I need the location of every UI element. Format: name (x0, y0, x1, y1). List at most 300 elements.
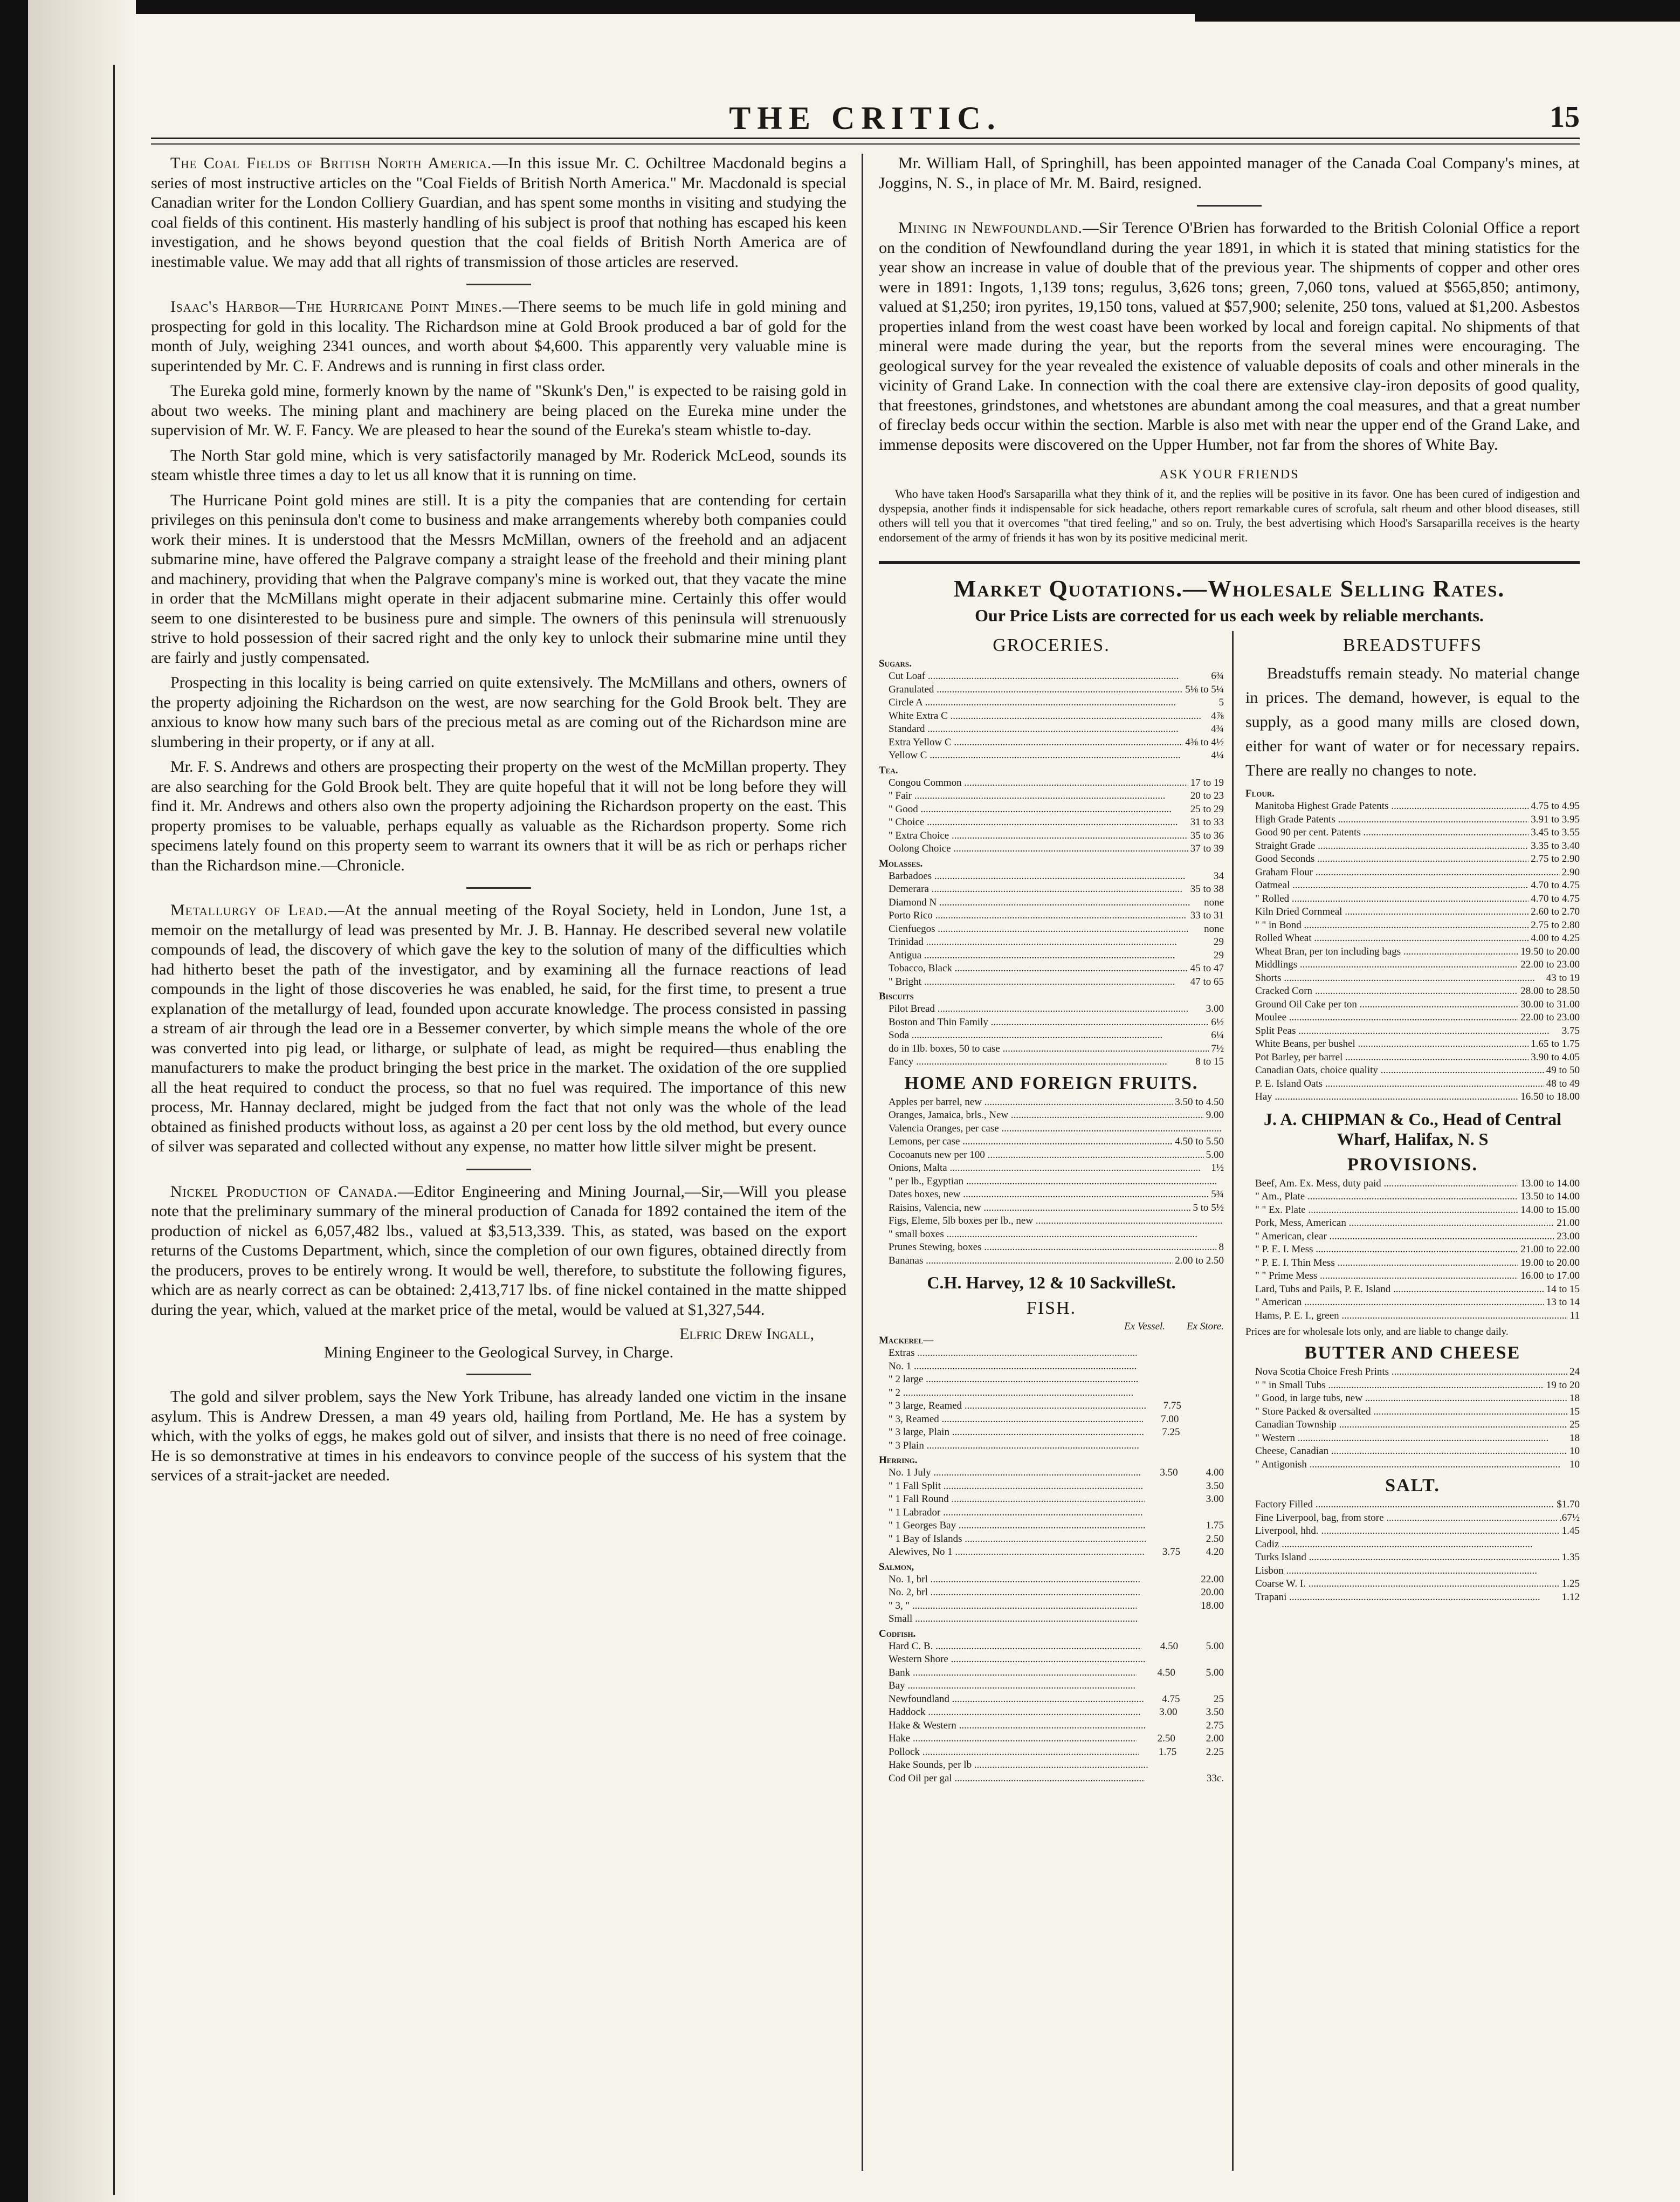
price-row (879, 696, 1224, 710)
price-item-value: 3.75 (1561, 1025, 1580, 1037)
price-row (879, 736, 1224, 750)
market-heading: Market Quotations.—Wholesale Selling Rates. (953, 575, 1505, 602)
article-text: —There seems to be much life in gold mining and prospecting for gold in this locality. The Richardson mine at Gold Brook produced a bar of gold for the month of July, weighing 2341 ounces, and worth about $4,600. This apparently very valuable mine is superintended by Mr. C. F. Andrews and is running in first class order. (151, 298, 846, 375)
fish-ex-vessel (1138, 1347, 1176, 1360)
price-row (1245, 1230, 1580, 1244)
fish-ex-store (1177, 1439, 1224, 1453)
price-item-name: Canadian Oats, choice quality ..... (1245, 1064, 1544, 1078)
price-row (879, 1016, 1224, 1030)
price-row (1245, 1078, 1580, 1091)
scan-top-band (0, 0, 1680, 43)
price-row (1245, 919, 1580, 932)
butter-title: BUTTER AND CHEESE (1304, 1343, 1521, 1363)
fish-item-name: " 3 Plain ..... (879, 1439, 1140, 1453)
price-item-value: 8 to 15 (1195, 1056, 1224, 1067)
price-item-value: 3.45 to 3.55 (1531, 827, 1580, 838)
price-item-value: 29 (1214, 949, 1224, 961)
price-row (1245, 1538, 1580, 1552)
price-row (1245, 853, 1580, 866)
article-text: —In this issue Mr. C. Ochiltree Macdonald begins a series of most instructive articles on the "Coal Fields of British North America." Mr. Macdonald is special Canadian writer for the London Colliery Guardian, and has spent some months in visiting and studying the coal fields of this continent. His masterly handling of his subject is proof that nothing has escaped his keen investigation, and he shows beyond question that the coal fields of British North America are of inestimable value. We may add that all rights of transmission of those articles are reserved. (151, 154, 846, 271)
fish-item-name: " 1 Fall Split ..... (879, 1480, 1143, 1493)
fish-ex-vessel: 4.75 (1162, 1693, 1180, 1705)
price-row (879, 683, 1224, 697)
price-item-value: 43 to 19 (1546, 972, 1580, 984)
price-row (879, 1055, 1224, 1069)
price-row (879, 1162, 1224, 1175)
fish-ex-store (1174, 1387, 1224, 1400)
price-row (879, 749, 1224, 763)
fish-ex-store: 4.00 (1206, 1467, 1224, 1478)
price-row (879, 1109, 1224, 1122)
price-item-value: 5.00 (1206, 1149, 1224, 1161)
article-paragraph: Mr. F. S. Andrews and others are prospecting their property on the west of the McMillan property. They are also searching for the Gold Brook belt. They are quite hopeful that it will not be long before they will find it. Mr. Andrews and others also own the property adjoining the Richardson property on the east. This property promises to be valuable, perhaps equally as valuable as the Richardson property. Some rich specimens lately found on this property seem to warrant its owners that it will be as rich or perhaps richer than the Richardson mine.—Chronicle. (151, 758, 846, 874)
fish-item-name: " 1 Labrador ..... (879, 1506, 1143, 1520)
price-item-value: 21.00 (1557, 1217, 1580, 1229)
price-item-name: " Rolled ..... (1245, 893, 1528, 906)
price-item-name: Congou Common ..... (879, 777, 1188, 790)
fish-ex-vessel: 4.50 (1160, 1640, 1179, 1652)
fish-row (879, 1573, 1224, 1587)
price-item-name: Pilot Bread ..... (879, 1003, 1204, 1016)
fish-row (879, 1480, 1224, 1493)
fish-row (879, 1413, 1224, 1426)
category-label: Mackerel— (879, 1335, 934, 1346)
price-row (1245, 1512, 1580, 1525)
fish-item-name: Bay ..... (879, 1679, 1135, 1693)
price-item-name: Kiln Dried Cornmeal ..... (1245, 906, 1528, 919)
price-item-value: 1½ (1211, 1162, 1224, 1174)
price-item-name: Hams, P. E. I., green ..... (1245, 1309, 1568, 1323)
fish-ex-vessel (1137, 1600, 1175, 1613)
fish-ex-store (1180, 1653, 1224, 1666)
article-hall: Mr. William Hall, of Springhill, has been appointed manager of the Canada Coal Company's mines, at Joggins, N. S., in place of Mr. M. Baird, resigned. (879, 154, 1580, 192)
price-row (1245, 813, 1580, 827)
price-row (879, 896, 1224, 910)
price-item-name: Split Peas ..... (1245, 1025, 1560, 1038)
article-nickel (151, 1182, 846, 1320)
price-item-value: 34 (1214, 870, 1224, 882)
fruits-dealer: C.H. Harvey, 12 & 10 SackvilleSt. (927, 1273, 1176, 1292)
separator (466, 887, 531, 889)
price-item-value: 8 (1218, 1241, 1224, 1253)
price-item-value: 6½ (1211, 1016, 1224, 1028)
price-row (1245, 906, 1580, 919)
price-item-name: Diamond N ..... (879, 896, 1202, 910)
price-item-value: 4.75 to 4.95 (1531, 800, 1580, 812)
price-item-name: Turks Island ..... (1245, 1551, 1560, 1565)
price-item-value: 16.50 to 18.00 (1520, 1091, 1580, 1102)
price-item-value: 35 to 36 (1190, 829, 1224, 841)
price-row (1245, 1038, 1580, 1051)
fish-row (879, 1400, 1224, 1413)
fish-item-name: " 2 ..... (879, 1387, 1134, 1400)
column-rule (862, 154, 863, 2171)
price-item-name: Manitoba Highest Grade Patents ..... (1245, 800, 1528, 813)
fish-row (879, 1439, 1224, 1453)
price-item-name: Onions, Malta ..... (879, 1162, 1209, 1175)
fish-row (879, 1600, 1224, 1613)
price-row (879, 923, 1224, 936)
price-row (1245, 1458, 1580, 1472)
price-item-value: 5 to 5½ (1193, 1202, 1224, 1213)
market-right (1245, 631, 1580, 1604)
price-row (879, 1254, 1224, 1268)
fish-item-name: " 1 Georges Bay ..... (879, 1519, 1146, 1533)
fish-item-name: Haddock ..... (879, 1706, 1140, 1719)
price-item-name: Liverpool, hhd. ..... (1245, 1525, 1560, 1538)
price-item-name: Cracked Corn ..... (1245, 985, 1518, 998)
fish-ex-store: 5.00 (1206, 1666, 1224, 1678)
price-item-name: Raisins, Valencia, new ..... (879, 1202, 1190, 1215)
left-column (151, 154, 846, 2171)
fish-item-name: " 3, " ..... (879, 1600, 1137, 1613)
fish-row (879, 1546, 1224, 1559)
price-item-value: 4.50 to 5.50 (1175, 1136, 1224, 1147)
fish-ex-vessel (1135, 1679, 1175, 1693)
price-item-name: Oolong Choice ..... (879, 842, 1188, 856)
price-item-value: 3.50 to 4.50 (1175, 1096, 1224, 1108)
fish-item-name: No. 1 July ..... (879, 1466, 1141, 1480)
price-row (879, 962, 1224, 976)
price-item-name: Porto Rico ..... (879, 909, 1188, 923)
fish-row (879, 1613, 1224, 1626)
price-item-name: " " in Bond ..... (1245, 919, 1528, 932)
fish-ex-store: 20.00 (1201, 1587, 1224, 1598)
price-item-name: Pot Barley, per barrel ..... (1245, 1051, 1528, 1065)
price-item-name: Cienfuegos ..... (879, 923, 1202, 936)
fish-ex-vessel: 1.75 (1158, 1746, 1177, 1758)
fruits-title: HOME AND FOREIGN FRUITS. (904, 1073, 1199, 1093)
price-item-value: 5 (1218, 697, 1224, 708)
price-item-name: Standard ..... (879, 723, 1209, 736)
price-row (879, 790, 1224, 803)
price-row (879, 949, 1224, 963)
fish-row (879, 1586, 1224, 1600)
price-item-value: 2.00 to 2.50 (1175, 1254, 1224, 1266)
category-label: Tea. (879, 764, 898, 776)
category-label: Salmon, (879, 1561, 914, 1573)
fish-ex-vessel: 4.50 (1157, 1666, 1175, 1678)
page-number: 15 (1550, 100, 1580, 134)
butter-list (1245, 1366, 1580, 1471)
separator (1197, 205, 1262, 207)
fish-ex-store: 5.00 (1206, 1640, 1224, 1652)
article-text: —Sir Terence O'Brien has forwarded to the British Colonial Office a report on the condition of Newfoundland during the year 1891, in which it is stated that mining statistics for the year show an increase in value of double that of the previous year. The shipments of copper and other ores were in 1891: Ingots, 1,139 tons; regulus, 3,626 tons; green, 7,060 tons, valued at $565,850; antimony, valued at $1,250; iron pyrites, 19,150 tons, valued at $57,900; selenite, 250 tons, valued at $1,200. Asbestos properties inland from the west coast have been worked by local and foreign capital. No shipments of that mineral were made during the year, but the reports from the several mines were encouraging. The geological survey for the year revealed the existence of valuable deposits of coals and other minerals in the vicinity of Grand Lake. In connection with the coal there are extensive clay-iron deposits of good quality, that freestones, grindstones, and whetstones are abundant among the coal measures, and that a great number of fireclay beds occur within the section. Marble is also met with near the upper end of the Grand Lake, and immense deposits were discovered on the Upper Humber, not far from the shores of White Bay. (879, 219, 1580, 454)
price-item-value: 10 (1569, 1458, 1580, 1470)
price-item-value: 16.00 to 17.00 (1520, 1270, 1580, 1281)
price-row (1245, 1551, 1580, 1565)
price-item-name: Fancy ..... (879, 1055, 1193, 1069)
price-item-value: 13.50 to 14.00 (1520, 1191, 1580, 1202)
fish-row (879, 1746, 1224, 1759)
fish-row (879, 1706, 1224, 1719)
price-item-name: " Western ..... (1245, 1432, 1567, 1445)
fish-ex-store (1176, 1347, 1224, 1360)
fish-row (879, 1679, 1224, 1693)
market-left (879, 631, 1224, 1785)
price-item-value: 21.00 to 22.00 (1520, 1244, 1580, 1255)
fish-ex-vessel: 3.00 (1159, 1706, 1178, 1718)
fish-ex-vessel (1145, 1653, 1180, 1666)
fish-item-name: Pollock ..... (879, 1746, 1139, 1759)
fish-item-name: Small ..... (879, 1613, 1137, 1626)
fish-ex-store: 3.00 (1206, 1493, 1224, 1505)
price-item-name: " P. E. I. Thin Mess ..... (1245, 1257, 1518, 1270)
price-item-name: do in 1lb. boxes, 50 to case ..... (879, 1042, 1209, 1056)
price-item-name: " American, clear ..... (1245, 1230, 1554, 1244)
fish-item-name: Hake & Western ..... (879, 1719, 1146, 1733)
fish-ex-store: 18.00 (1201, 1600, 1224, 1611)
price-row (1245, 1379, 1580, 1392)
category-label: Codfish. (879, 1628, 916, 1640)
fish-item-name: No. 1 ..... (879, 1360, 1137, 1374)
price-item-value: 4.00 to 4.25 (1531, 932, 1580, 944)
fish-ex-vessel (1145, 1772, 1180, 1786)
price-item-value: 6¾ (1211, 670, 1224, 682)
fish-ex-store (1177, 1373, 1224, 1387)
price-item-name: White Beans, per bushel ..... (1245, 1038, 1528, 1051)
price-item-name: White Extra C ..... (879, 710, 1209, 723)
fish-ex-vessel: 7.75 (1163, 1400, 1181, 1411)
breadstuffs-dealer: J. A. CHIPMAN & Co., Head of Central Wharf, Halifax, N. S (1264, 1109, 1561, 1149)
price-item-value: 4.70 to 4.75 (1531, 880, 1580, 891)
price-item-value: 4⅜ to 4½ (1185, 736, 1224, 748)
price-item-name: " Antigonish ..... (1245, 1458, 1567, 1472)
provisions-list (1245, 1177, 1580, 1323)
fish-item-name: " 2 large ..... (879, 1373, 1139, 1387)
price-row (879, 1096, 1224, 1109)
signature-name: Elfric Drew Ingall, (679, 1325, 814, 1343)
price-row (879, 1215, 1224, 1228)
price-item-name: " Extra Choice ..... (879, 829, 1188, 843)
price-item-name: " Good, in large tubs, new ..... (1245, 1392, 1567, 1405)
article-lead: Isaac's Harbor—The Hurricane Point Mines. (170, 298, 503, 315)
price-item-value: 2.75 to 2.80 (1531, 919, 1580, 931)
signature-title: Mining Engineer to the Geological Survey, in Charge. (323, 1343, 674, 1361)
price-item-name: Coarse W. I. ..... (1245, 1577, 1560, 1591)
price-item-name: Middlings ..... (1245, 958, 1518, 972)
article-metallurgy-lead (151, 901, 846, 1157)
price-row (879, 1003, 1224, 1016)
price-item-value: 31 to 33 (1190, 817, 1224, 828)
fish-row (879, 1533, 1224, 1546)
biscuits-list (879, 1003, 1224, 1069)
fish-ex-store: 4.20 (1206, 1546, 1224, 1558)
fish-ex-vessel (1146, 1719, 1181, 1733)
fish-row (879, 1640, 1224, 1654)
article-lead: Nickel Production of Canada. (170, 1182, 398, 1201)
fish-title: FISH. (1026, 1298, 1077, 1318)
price-row (879, 976, 1224, 989)
price-item-value: 3.90 to 4.05 (1531, 1051, 1580, 1063)
salt-title: SALT. (1385, 1476, 1440, 1496)
fish-ex-vessel (1143, 1480, 1179, 1493)
price-item-name: Tobacco, Black ..... (879, 962, 1188, 976)
article-text: —Editor Engineering and Mining Journal,—Sir,—Will you please note that the preliminary summary of the mineral production of Canada for 1892 contained the item of the production of nickel as 6,057,482 lbs., valued at $3,513,339. This, as stated, was based on the export returns of the Customs Department, which, since the completion of our own figures, obtained directly from the producers, proves to be entirely wrong. It would be well, therefore, to substitute the following figures, which are as nearly correct as can be obtained: 2,413,717 lbs. of fine nickel contained in the matte shipped during the year, which, valued at the market price of the metal, would be valued at $1,327,544. (151, 1182, 846, 1319)
price-item-value: 2.90 (1561, 866, 1580, 878)
fish-item-name: No. 2, brl ..... (879, 1586, 1140, 1600)
price-item-value: 13.00 to 14.00 (1520, 1177, 1580, 1189)
fish-ex-vessel: 3.75 (1162, 1546, 1181, 1558)
price-item-value: 25 to 29 (1190, 803, 1224, 815)
price-item-value: 35 to 38 (1190, 883, 1224, 895)
price-item-value: 24 (1569, 1366, 1580, 1377)
price-row (1245, 945, 1580, 959)
market-rule (879, 561, 1580, 564)
price-item-name: Hay ..... (1245, 1090, 1518, 1104)
price-item-value: .67½ (1559, 1512, 1580, 1524)
groceries-title: GROCERIES. (993, 635, 1110, 655)
fish-row (879, 1466, 1224, 1480)
price-item-value: 2.75 to 2.90 (1531, 853, 1580, 865)
fish-item-name: " 1 Bay of Islands ..... (879, 1533, 1147, 1546)
price-item-name: " Fair ..... (879, 790, 1188, 803)
price-item-value: 2.60 to 2.70 (1531, 906, 1580, 917)
price-row (1245, 1257, 1580, 1270)
price-row (879, 710, 1224, 723)
price-item-name: P. E. Island Oats ..... (1245, 1078, 1544, 1091)
fish-item-name: " 3, Reamed ..... (879, 1413, 1143, 1426)
fish-ex-vessel: 7.25 (1162, 1426, 1180, 1438)
article-lead: Metallurgy of Lead. (170, 901, 328, 919)
fish-ex-vessel (1140, 1573, 1178, 1587)
price-item-value: 13 to 14 (1546, 1296, 1580, 1308)
price-item-value: 7½ (1211, 1042, 1224, 1054)
fish-ex-vessel (1137, 1360, 1175, 1374)
price-item-name: " " Ex. Plate ..... (1245, 1204, 1518, 1217)
article-paragraph: Prospecting in this locality is being carried on quite extensively. The McMillans and others, owners of the property adjoining the Richardson on the west, are now searching for the Gold Brook belt. They are anxious to know how many such bars of the precious metal as are coming out of the Richardson mine are slumbering in their property, or if any at all. (151, 674, 846, 751)
fish-ex-store (1179, 1506, 1224, 1520)
price-item-name: " small boxes ..... (879, 1228, 1222, 1241)
price-item-name: Figs, Eleme, 5lb boxes per lb., new ..... (879, 1215, 1222, 1228)
tobacco-list (879, 962, 1224, 989)
price-item-value: 4¼ (1211, 750, 1224, 761)
fish-item-name: " 1 Fall Round ..... (879, 1493, 1145, 1506)
price-item-value: 1.45 (1561, 1525, 1580, 1536)
scan-margin-shadow (28, 0, 136, 2202)
price-item-value: 37 to 39 (1190, 843, 1224, 854)
ad-heading: ASK YOUR FRIENDS (1159, 468, 1299, 482)
price-row (879, 1175, 1224, 1189)
price-item-name: " " Prime Mess ..... (1245, 1270, 1518, 1283)
fish-item-name: Western Shore ..... (879, 1653, 1145, 1666)
price-item-value: 11 (1569, 1309, 1580, 1321)
molasses-list (879, 870, 1224, 963)
right-column (879, 154, 1580, 2171)
fish-item-name: Bank ..... (879, 1666, 1137, 1680)
fish-row (879, 1360, 1224, 1374)
price-item-value: 49 to 50 (1546, 1065, 1580, 1076)
price-item-value: $1.70 (1557, 1499, 1580, 1510)
fish-ex-store (1175, 1679, 1224, 1693)
fish-ex-store: 2.00 (1206, 1733, 1224, 1744)
separator (466, 1169, 531, 1170)
price-item-name: Factory Filled ..... (1245, 1498, 1554, 1512)
fish-ex-vessel (1134, 1387, 1174, 1400)
price-item-value: 29 (1214, 936, 1224, 948)
price-item-value: 14.00 to 15.00 (1520, 1204, 1580, 1216)
price-row (879, 1042, 1224, 1056)
price-row (1245, 1432, 1580, 1445)
price-item-value: none (1204, 896, 1224, 908)
price-item-name: " per lb., Egyptian ..... (879, 1175, 1222, 1189)
price-item-name: Cadiz ..... (1245, 1538, 1578, 1552)
price-row (1245, 958, 1580, 972)
price-row (1245, 1405, 1580, 1419)
price-row (879, 803, 1224, 817)
masthead-rule (151, 139, 1580, 145)
price-item-value: 14 to 15 (1546, 1283, 1580, 1295)
price-row (1245, 1418, 1580, 1432)
fish-ex-store (1182, 1759, 1224, 1772)
fish-row (879, 1426, 1224, 1439)
price-row (879, 936, 1224, 949)
fish-col-vessel: Ex Vessel. (1124, 1321, 1166, 1332)
price-row (879, 909, 1224, 923)
fish-ex-store: 2.25 (1206, 1746, 1224, 1758)
price-row (879, 1241, 1224, 1254)
price-item-name: Cheese, Canadian ..... (1245, 1445, 1567, 1458)
fish-row (879, 1493, 1224, 1506)
ad-hoods-sarsaparilla: Who have taken Hood's Sarsaparilla what they think of it, and the replies will be positive in its favor. One has been cured of indigestion and dyspepsia, another finds it indispensable for sick headache, others report remarkable cures of scrofula, salt rheum and other blood diseases, still others will tell you that it overcomes "that tired feeling," and so on. Truly, the best advertising which Hood's Sarsaparilla receives is the hearty endorsement of the army of friends it has won by its positive medicinal merit. (879, 487, 1580, 544)
price-item-value: 19.00 to 20.00 (1520, 1257, 1580, 1268)
article-paragraph: The Hurricane Point gold mines are still. It is a pity the companies that are contending for certain privileges on this peninsula don't come to business and make arrangements whereby both companies could work their mines. It is understood that the Messrs McMillan, owners of the freehold and an adjacent submarine mine, have offered the Palgrave company a straight lease of the freehold and their mining plant and machinery, providing that when the Palgrave company's mine is worked out, that they vacate the mine in order that the McMillans might operate in their adjacent submarine mine. Certainly this offer would seem to one disinterested to be business pure and simple. The owners of this peninsula will strenuously strive to hold possession of their sacred right and the only key to unlock their submarine mine until they are fairly and justly compensated. (151, 491, 846, 667)
fish-ex-vessel (1147, 1533, 1181, 1546)
scan-binding-edge (0, 0, 28, 2202)
article-paragraph: The Eureka gold mine, formerly known by the name of "Skunk's Den," is expected to be raising gold in about two weeks. The mining plant and machinery are being placed on the Eureka mine under the supervision of Mr. W. F. Fancy. We are pleased to hear the sound of the Eureka's steam whistle to-day. (151, 382, 846, 439)
category-label: Herring. (879, 1455, 918, 1466)
price-item-value: 33 to 31 (1190, 910, 1224, 921)
fish-ex-store (1179, 1413, 1224, 1426)
article-isaacs-harbor (151, 297, 846, 376)
price-item-value: 4¾ (1211, 723, 1224, 735)
fish-col-store: Ex Store. (1187, 1321, 1224, 1332)
fish-row (879, 1732, 1224, 1746)
price-row (1245, 1243, 1580, 1257)
price-row (1245, 1177, 1580, 1191)
price-item-name: Circle A ..... (879, 696, 1217, 710)
price-item-name: " Am., Plate ..... (1245, 1190, 1518, 1204)
fish-row (879, 1373, 1224, 1387)
fish-item-name: Alewives, No 1 ..... (879, 1546, 1145, 1559)
mackerel-list (879, 1347, 1224, 1452)
price-row (1245, 985, 1580, 998)
fish-row (879, 1772, 1224, 1786)
fish-ex-store: 1.75 (1206, 1520, 1224, 1531)
fish-ex-vessel (1140, 1586, 1178, 1600)
price-item-value: 19.50 to 20.00 (1520, 945, 1580, 957)
fruits-list (879, 1096, 1224, 1268)
price-row (1245, 1283, 1580, 1296)
fish-ex-store: 33c. (1206, 1772, 1224, 1784)
price-item-name: Beef, Am. Ex. Mess, duty paid ..... (1245, 1177, 1518, 1191)
price-item-name: Bananas ..... (879, 1254, 1173, 1268)
fish-ex-store: 25 (1214, 1693, 1224, 1705)
market-subheading: Our Price Lists are corrected for us each week by reliable merchants. (975, 606, 1484, 625)
fish-item-name: " 3 large, Reamed ..... (879, 1400, 1147, 1413)
price-row (1245, 1025, 1580, 1038)
price-item-value: none (1204, 923, 1224, 935)
price-item-name: Cut Loaf ..... (879, 670, 1209, 683)
fish-ex-store (1180, 1426, 1224, 1439)
fish-item-name: Hake ..... (879, 1732, 1137, 1746)
price-item-value: 48 to 49 (1546, 1078, 1580, 1089)
price-item-value: 9.00 (1206, 1109, 1224, 1121)
price-item-value: 1.65 to 1.75 (1531, 1038, 1580, 1049)
fish-row (879, 1519, 1224, 1533)
flour-list (1245, 800, 1580, 1104)
price-item-name: Good Seconds ..... (1245, 853, 1528, 866)
